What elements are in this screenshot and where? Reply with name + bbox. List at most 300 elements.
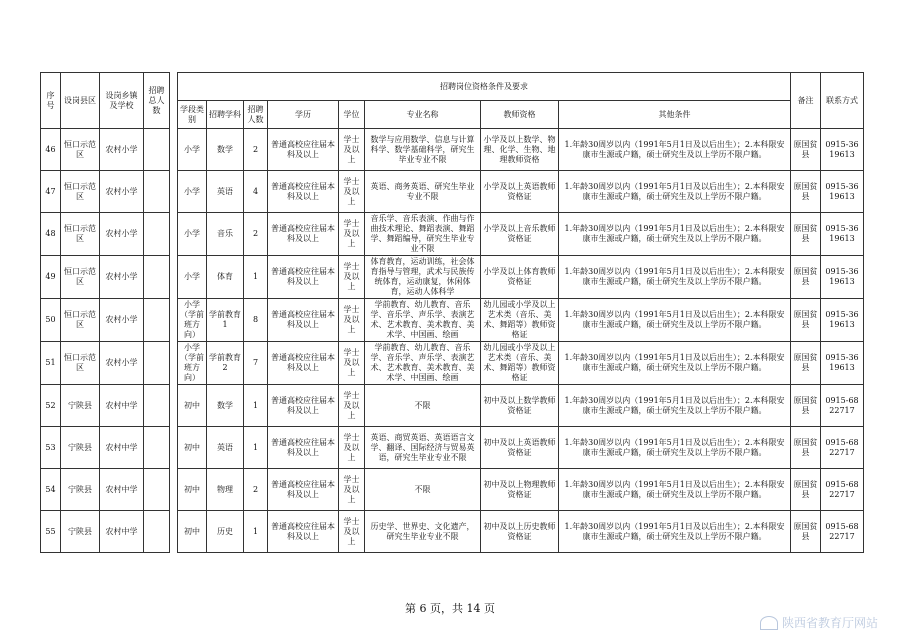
subject-cell-text: 历史	[217, 526, 233, 536]
note-cell-text: 原国贫县	[793, 353, 818, 372]
header-major: 专业名称	[365, 101, 481, 129]
other-conditions-cell	[559, 385, 791, 427]
education-cell	[268, 469, 339, 511]
major-cell	[365, 299, 481, 342]
contact-cell	[821, 171, 864, 213]
count-cell	[244, 299, 268, 342]
cert-cell-text: 初中及以上数学教师资格证	[483, 395, 556, 415]
degree-cell	[339, 129, 365, 171]
major-cell-text: 学前教育、幼儿教育、音乐学、音乐学、声乐学、表演艺术、艺术教育、美术教育、美术学、中国画、绘画	[370, 300, 475, 339]
table-row	[41, 213, 864, 256]
other-conditions-cell	[559, 342, 791, 385]
county-cell	[61, 299, 100, 342]
seq-cell	[41, 385, 61, 427]
subject-cell	[207, 213, 244, 256]
other-conditions-cell	[559, 171, 791, 213]
count-cell-text: 1	[252, 400, 259, 410]
subject-cell	[207, 299, 244, 342]
other-conditions-cell-text: 1.年龄30周岁以内（1991年5月1日及以后出生）；2.本科限安康市生源或户籍，硕士研究生及以上学历不限户籍。	[564, 139, 785, 159]
county-cell	[61, 342, 100, 385]
header-school: 设岗乡镇及学校	[100, 73, 144, 129]
school-cell-text: 农村中学	[105, 442, 138, 452]
note-cell	[791, 511, 821, 553]
column-gap	[170, 213, 178, 256]
degree-cell	[339, 511, 365, 553]
level-cell-text: 小学	[184, 229, 200, 238]
total-cell	[144, 342, 170, 385]
other-conditions-cell-text: 1.年龄30周岁以内（1991年5月1日及以后出生）；2.本科限安康市生源或户籍，硕士研究生及以上学历不限户籍。	[564, 521, 785, 541]
education-cell-text: 普通高校应往届本科及以上	[271, 310, 335, 329]
subject-cell-text: 体育	[217, 272, 233, 281]
contact-cell-text: 0915-6822717	[825, 479, 859, 499]
total-cell	[144, 511, 170, 553]
subject-cell	[207, 256, 244, 299]
county-cell	[61, 511, 100, 553]
education-cell-text: 普通高校应往届本科及以上	[271, 139, 335, 159]
seq-cell-text: 51	[45, 358, 56, 367]
table-row	[41, 129, 864, 171]
major-cell	[365, 129, 481, 171]
degree-cell-text: 学士及以上	[343, 474, 360, 504]
table-row	[41, 171, 864, 213]
other-conditions-cell-text: 1.年龄30周岁以内（1991年5月1日及以后出生）；2.本科限安康市生源或户籍，硕士研究生及以上学历不限户籍。	[564, 181, 785, 201]
note-cell	[791, 256, 821, 299]
level-cell-text: 小学	[184, 144, 200, 154]
subject-cell-text: 数学	[217, 400, 233, 410]
other-conditions-cell-text: 1.年龄30周岁以内（1991年5月1日及以后出生）；2.本科限安康市生源或户籍，硕士研究生及以上学历不限户籍。	[564, 353, 785, 372]
column-gap	[170, 256, 178, 299]
column-gap	[170, 129, 178, 171]
education-cell	[268, 256, 339, 299]
contact-cell	[821, 511, 864, 553]
table-row	[41, 299, 864, 342]
header-total: 招聘总人数	[144, 73, 170, 129]
education-cell	[268, 511, 339, 553]
county-cell-text: 宁陕县	[68, 526, 92, 536]
level-cell	[178, 299, 207, 342]
education-cell-text: 普通高校应往届本科及以上	[271, 353, 335, 372]
cert-cell	[481, 469, 559, 511]
county-cell-text: 恒口示范区	[64, 139, 96, 159]
level-cell-text: 小学（学前班方向）	[180, 343, 204, 382]
note-cell-text: 原国贫县	[793, 437, 818, 457]
count-cell-text: 7	[252, 358, 259, 367]
major-cell-text: 历史学、世界史、文化遗产，研究生毕业专业不限	[370, 521, 475, 541]
note-cell	[791, 342, 821, 385]
contact-cell	[821, 427, 864, 469]
cert-cell	[481, 385, 559, 427]
school-cell-text: 农村中学	[105, 400, 138, 410]
count-cell	[244, 171, 268, 213]
major-cell	[365, 171, 481, 213]
table-row	[41, 427, 864, 469]
ministry-logo-icon	[760, 616, 778, 630]
count-cell-text: 8	[252, 315, 259, 324]
cert-cell-text: 幼儿园或小学及以上艺术类（音乐、美术、舞蹈等）教师资格证	[483, 300, 556, 339]
education-cell	[268, 342, 339, 385]
school-cell	[100, 511, 144, 553]
school-cell	[100, 129, 144, 171]
school-cell	[100, 299, 144, 342]
cert-cell	[481, 256, 559, 299]
county-cell-text: 恒口示范区	[64, 181, 96, 201]
contact-cell-text: 0915-3619613	[825, 224, 859, 243]
other-conditions-cell	[559, 256, 791, 299]
county-cell	[61, 129, 100, 171]
contact-cell-text: 0915-3619613	[825, 181, 859, 201]
seq-cell	[41, 469, 61, 511]
note-cell	[791, 427, 821, 469]
note-cell-text: 原国贫县	[793, 181, 818, 201]
count-cell-text: 1	[252, 526, 259, 536]
degree-cell-text: 学士及以上	[343, 219, 360, 248]
level-cell	[178, 511, 207, 553]
recruitment-table	[40, 72, 864, 553]
county-cell-text: 宁陕县	[68, 484, 92, 494]
contact-cell	[821, 129, 864, 171]
cert-cell-text: 初中及以上历史教师资格证	[483, 521, 556, 541]
count-cell-text: 1	[252, 442, 259, 452]
school-cell-text: 农村小学	[105, 315, 138, 324]
column-gap	[170, 511, 178, 553]
degree-cell-text: 学士及以上	[343, 516, 360, 546]
subject-cell	[207, 469, 244, 511]
level-cell	[178, 213, 207, 256]
major-cell	[365, 427, 481, 469]
contact-cell	[821, 469, 864, 511]
count-cell	[244, 129, 268, 171]
subject-cell	[207, 171, 244, 213]
level-cell-text: 初中	[184, 442, 200, 452]
subject-cell	[207, 129, 244, 171]
level-cell-text: 初中	[184, 526, 200, 536]
major-cell	[365, 469, 481, 511]
education-cell-text: 普通高校应往届本科及以上	[271, 521, 335, 541]
cert-cell	[481, 427, 559, 469]
contact-cell-text: 0915-3619613	[825, 310, 859, 329]
table-row	[41, 256, 864, 299]
school-cell	[100, 342, 144, 385]
note-cell	[791, 171, 821, 213]
level-cell	[178, 129, 207, 171]
school-cell-text: 农村小学	[105, 186, 138, 196]
level-cell-text: 小学	[184, 186, 200, 196]
watermark-text: 陕西省教育厅网站	[781, 616, 878, 630]
subject-cell	[207, 342, 244, 385]
major-cell-text: 学前教育、幼儿教育、音乐学、音乐学、声乐学、表演艺术、艺术教育、美术教育、美术学、中国画、绘画	[370, 343, 475, 382]
level-cell	[178, 385, 207, 427]
major-cell-text: 数学与应用数学、信息与计算科学、数学基础科学，研究生毕业专业不限	[370, 134, 475, 164]
header-requirements: 招聘岗位资格条件及要求	[178, 73, 791, 101]
other-conditions-cell-text: 1.年龄30周岁以内（1991年5月1日及以后出生）；2.本科限安康市生源或户籍，硕士研究生及以上学历不限户籍。	[564, 224, 785, 243]
degree-cell-text: 学士及以上	[343, 134, 360, 164]
contact-cell-text: 0915-6822717	[825, 521, 859, 541]
education-cell-text: 普通高校应往届本科及以上	[271, 224, 335, 243]
county-cell	[61, 469, 100, 511]
note-cell-text: 原国贫县	[793, 395, 818, 415]
contact-cell	[821, 299, 864, 342]
seq-cell-text: 46	[45, 144, 56, 154]
subject-cell	[207, 385, 244, 427]
education-cell	[268, 427, 339, 469]
table-header-row	[41, 73, 864, 101]
header-subject: 招聘学科	[207, 101, 244, 129]
table-row	[41, 342, 864, 385]
other-conditions-cell-text: 1.年龄30周岁以内（1991年5月1日及以后出生）；2.本科限安康市生源或户籍，硕士研究生及以上学历不限户籍。	[564, 310, 785, 329]
other-conditions-cell	[559, 427, 791, 469]
other-conditions-cell-text: 1.年龄30周岁以内（1991年5月1日及以后出生）；2.本科限安康市生源或户籍，硕士研究生及以上学历不限户籍。	[564, 267, 785, 286]
note-cell-text: 原国贫县	[793, 310, 818, 329]
note-cell-text: 原国贫县	[793, 521, 818, 541]
cert-cell-text: 小学及以上英语教师资格证	[483, 181, 556, 201]
major-cell-text: 不限	[414, 484, 431, 494]
degree-cell	[339, 469, 365, 511]
count-cell-text: 2	[252, 484, 259, 494]
total-cell	[144, 171, 170, 213]
note-cell-text: 原国贫县	[793, 224, 818, 243]
school-cell-text: 农村小学	[105, 144, 138, 154]
other-conditions-cell-text: 1.年龄30周岁以内（1991年5月1日及以后出生）；2.本科限安康市生源或户籍，硕士研究生及以上学历不限户籍。	[564, 395, 785, 415]
contact-cell-text: 0915-6822717	[825, 395, 859, 415]
cert-cell	[481, 299, 559, 342]
level-cell-text: 小学（学前班方向）	[180, 300, 204, 339]
major-cell-text: 不限	[414, 400, 431, 410]
county-cell-text: 恒口示范区	[64, 310, 96, 329]
county-cell	[61, 171, 100, 213]
major-cell	[365, 342, 481, 385]
major-cell	[365, 213, 481, 256]
county-cell-text: 恒口示范区	[64, 267, 96, 286]
header-level: 学段类别	[178, 101, 207, 129]
degree-cell	[339, 427, 365, 469]
education-cell-text: 普通高校应往届本科及以上	[271, 437, 335, 457]
degree-cell-text: 学士及以上	[343, 432, 360, 462]
degree-cell	[339, 299, 365, 342]
count-cell	[244, 427, 268, 469]
subject-cell	[207, 511, 244, 553]
school-cell-text: 农村中学	[105, 484, 138, 494]
level-cell-text: 初中	[184, 400, 200, 410]
degree-cell-text: 学士及以上	[343, 390, 360, 420]
subject-cell-text: 英语	[217, 442, 233, 452]
contact-cell	[821, 213, 864, 256]
seq-cell	[41, 256, 61, 299]
seq-cell	[41, 129, 61, 171]
degree-cell	[339, 256, 365, 299]
school-cell	[100, 256, 144, 299]
subject-cell-text: 学前教育1	[209, 310, 241, 329]
count-cell-text: 4	[252, 186, 259, 196]
table-row	[41, 385, 864, 427]
education-cell	[268, 129, 339, 171]
note-cell	[791, 213, 821, 256]
seq-cell-text: 54	[45, 484, 56, 494]
seq-cell	[41, 511, 61, 553]
cert-cell	[481, 129, 559, 171]
contact-cell-text: 0915-3619613	[825, 353, 859, 372]
contact-cell	[821, 256, 864, 299]
count-cell-text: 1	[252, 272, 259, 281]
other-conditions-cell	[559, 129, 791, 171]
header-note: 备注	[791, 73, 821, 129]
seq-cell	[41, 171, 61, 213]
county-cell-text: 宁陕县	[68, 442, 92, 452]
major-cell	[365, 511, 481, 553]
cert-cell-text: 小学及以上音乐教师资格证	[483, 224, 556, 243]
seq-cell-text: 53	[45, 442, 56, 452]
education-cell-text: 普通高校应往届本科及以上	[271, 267, 335, 286]
header-count: 招聘人数	[244, 101, 268, 129]
level-cell-text: 小学	[184, 272, 200, 281]
count-cell	[244, 385, 268, 427]
seq-cell	[41, 342, 61, 385]
count-cell	[244, 511, 268, 553]
cert-cell-text: 初中及以上英语教师资格证	[483, 437, 556, 457]
cert-cell-text: 小学及以上数学、物理、化学、生物、地理教师资格	[483, 134, 556, 164]
column-gap	[170, 73, 178, 129]
degree-cell-text: 学士及以上	[343, 348, 360, 377]
degree-cell	[339, 213, 365, 256]
header-cert: 教师资格	[481, 101, 559, 129]
column-gap	[170, 385, 178, 427]
major-cell	[365, 256, 481, 299]
watermark	[760, 614, 878, 631]
level-cell	[178, 427, 207, 469]
county-cell-text: 恒口示范区	[64, 353, 96, 372]
note-cell-text: 原国贫县	[793, 139, 818, 159]
total-cell	[144, 469, 170, 511]
count-cell-text: 2	[252, 144, 259, 154]
header-county: 设岗县区	[61, 73, 100, 129]
count-cell	[244, 469, 268, 511]
education-cell-text: 普通高校应往届本科及以上	[271, 395, 335, 415]
school-cell	[100, 469, 144, 511]
cert-cell-text: 小学及以上体育教师资格证	[483, 267, 556, 286]
degree-cell	[339, 385, 365, 427]
school-cell	[100, 385, 144, 427]
cert-cell	[481, 342, 559, 385]
other-conditions-cell	[559, 213, 791, 256]
seq-cell	[41, 299, 61, 342]
county-cell-text: 宁陕县	[68, 400, 92, 410]
level-cell-text: 初中	[184, 484, 200, 494]
total-cell	[144, 299, 170, 342]
header-other: 其他条件	[559, 101, 791, 129]
total-cell	[144, 129, 170, 171]
contact-cell	[821, 342, 864, 385]
contact-cell-text: 0915-3619613	[825, 139, 859, 159]
column-gap	[170, 469, 178, 511]
other-conditions-cell	[559, 299, 791, 342]
seq-cell	[41, 213, 61, 256]
school-cell	[100, 171, 144, 213]
seq-cell-text: 55	[45, 526, 56, 536]
degree-cell-text: 学士及以上	[343, 176, 360, 206]
count-cell-text: 2	[252, 229, 259, 238]
degree-cell	[339, 171, 365, 213]
education-cell	[268, 299, 339, 342]
cert-cell	[481, 213, 559, 256]
education-cell	[268, 171, 339, 213]
total-cell	[144, 256, 170, 299]
cert-cell	[481, 171, 559, 213]
note-cell-text: 原国贫县	[793, 267, 818, 286]
school-cell	[100, 213, 144, 256]
note-cell	[791, 469, 821, 511]
contact-cell-text: 0915-6822717	[825, 437, 859, 457]
page-footer: 第 6 页，共 14 页	[405, 602, 495, 615]
degree-cell-text: 学士及以上	[343, 262, 360, 291]
table-row	[41, 511, 864, 553]
other-conditions-cell	[559, 469, 791, 511]
school-cell-text: 农村中学	[105, 526, 138, 536]
note-cell	[791, 129, 821, 171]
county-cell	[61, 213, 100, 256]
other-conditions-cell-text: 1.年龄30周岁以内（1991年5月1日及以后出生）；2.本科限安康市生源或户籍，硕士研究生及以上学历不限户籍。	[564, 479, 785, 499]
school-cell-text: 农村小学	[105, 272, 138, 281]
level-cell	[178, 171, 207, 213]
county-cell	[61, 256, 100, 299]
major-cell-text: 音乐学、音乐表演、作曲与作曲技术理论、舞蹈表演、舞蹈学、舞蹈编导，研究生毕业专业不限	[370, 214, 475, 253]
subject-cell-text: 数学	[217, 144, 233, 154]
level-cell	[178, 256, 207, 299]
seq-cell-text: 49	[45, 272, 56, 281]
seq-cell-text: 52	[45, 400, 56, 410]
header-seq: 序号	[41, 73, 61, 129]
education-cell-text: 普通高校应往届本科及以上	[271, 479, 335, 499]
seq-cell-text: 48	[45, 229, 56, 238]
degree-cell	[339, 342, 365, 385]
major-cell-text: 体育教育，运动训练，社会体育指导与管理，武术与民族传统体育，运动康复，休闲体育，运动人体科学	[370, 257, 475, 296]
subject-cell-text: 英语	[217, 186, 233, 196]
other-conditions-cell-text: 1.年龄30周岁以内（1991年5月1日及以后出生）；2.本科限安康市生源或户籍，硕士研究生及以上学历不限户籍。	[564, 437, 785, 457]
level-cell	[178, 469, 207, 511]
header-education: 学历	[268, 101, 339, 129]
contact-cell	[821, 385, 864, 427]
degree-cell-text: 学士及以上	[343, 305, 360, 334]
subject-cell	[207, 427, 244, 469]
total-cell	[144, 427, 170, 469]
cert-cell-text: 幼儿园或小学及以上艺术类（音乐、美术、舞蹈等）教师资格证	[483, 343, 556, 382]
education-cell	[268, 213, 339, 256]
school-cell-text: 农村小学	[105, 229, 138, 238]
level-cell	[178, 342, 207, 385]
column-gap	[170, 427, 178, 469]
county-cell	[61, 427, 100, 469]
note-cell	[791, 385, 821, 427]
county-cell-text: 恒口示范区	[64, 224, 96, 243]
note-cell-text: 原国贫县	[793, 479, 818, 499]
major-cell-text: 英语、商务英语、研究生毕业专业不限	[370, 181, 475, 201]
header-degree: 学位	[339, 101, 365, 129]
header-contact: 联系方式	[821, 73, 864, 129]
major-cell-text: 英语、商贸英语、英语语言文学、翻译、国际经济与贸易英语，研究生毕业专业不限	[370, 432, 475, 462]
school-cell-text: 农村小学	[105, 358, 138, 367]
county-cell	[61, 385, 100, 427]
total-cell	[144, 213, 170, 256]
education-cell-text: 普通高校应往届本科及以上	[271, 181, 335, 201]
column-gap	[170, 171, 178, 213]
count-cell	[244, 213, 268, 256]
note-cell	[791, 299, 821, 342]
subject-cell-text: 物理	[217, 484, 233, 494]
subject-cell-text: 音乐	[217, 229, 233, 238]
total-cell	[144, 385, 170, 427]
major-cell	[365, 385, 481, 427]
cert-cell-text: 初中及以上物理教师资格证	[483, 479, 556, 499]
table-row	[41, 469, 864, 511]
education-cell	[268, 385, 339, 427]
